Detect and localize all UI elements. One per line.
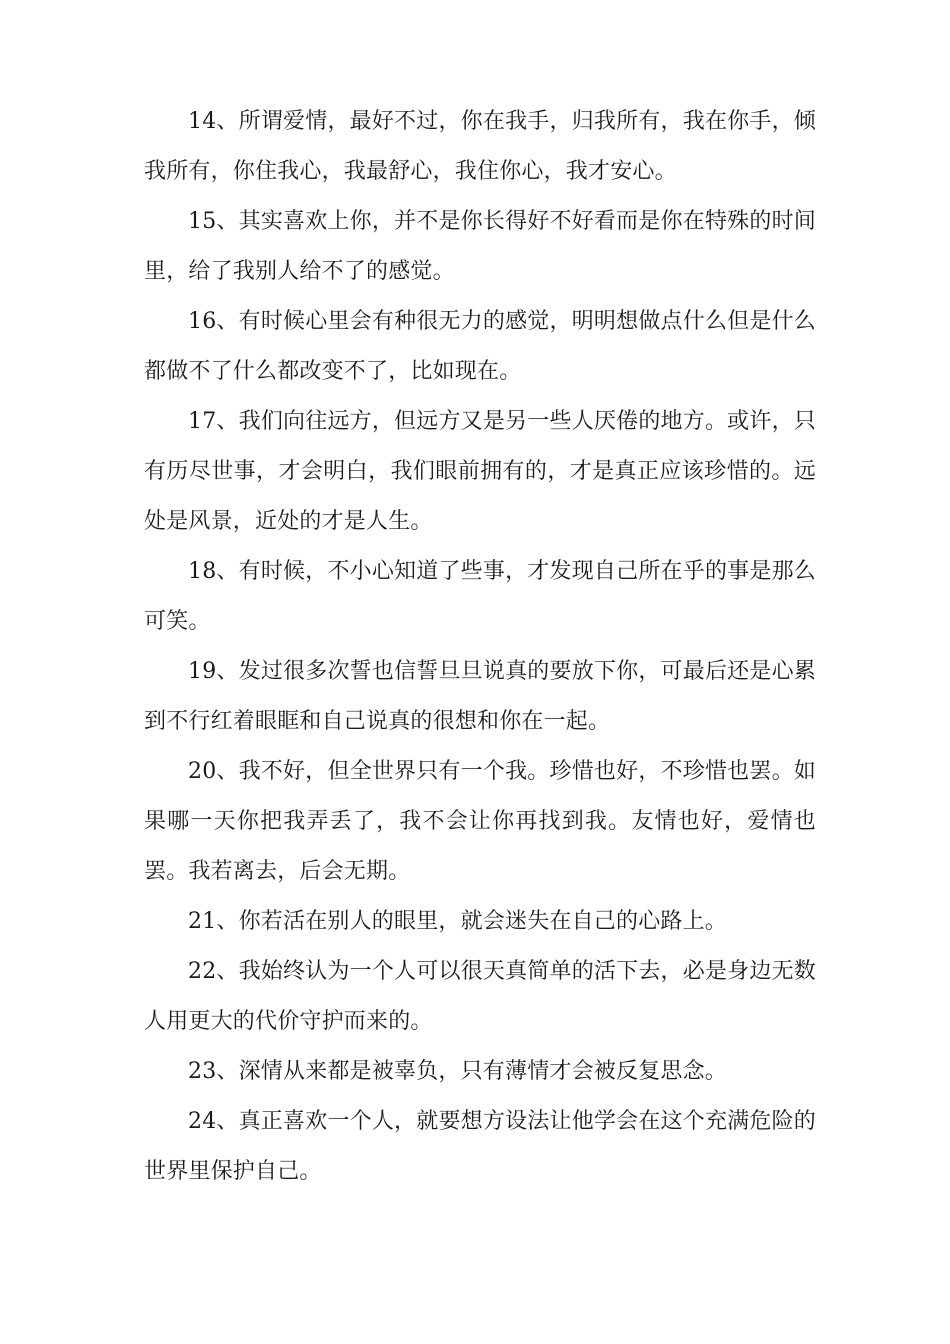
paragraph-22: 22、我始终认为一个人可以很天真简单的活下去，必是身边无数人用更大的代价守护而来的。 [144, 959, 816, 1034]
document-body [144, 97, 816, 1197]
paragraph-17: 17、我们向往远方，但远方又是另一些人厌倦的地方。或许，只有历尽世事，才会明白，我们眼前拥有的，才是真正应该珍惜的。远处是风景，近处的才是人生。 [144, 409, 816, 534]
paragraph-15: 15、其实喜欢上你，并不是你长得好不好看而是你在特殊的时间里，给了我别人给不了的感觉。 [144, 209, 816, 284]
paragraph-23: 23、深情从来都是被辜负，只有薄情才会被反复思念。 [188, 1059, 727, 1084]
paragraph-18: 18、有时候，不小心知道了些事，才发现自己所在乎的事是那么可笑。 [144, 559, 816, 634]
paragraph-14: 14、所谓爱情，最好不过，你在我手，归我所有，我在你手，倾我所有，你住我心，我最舒心，我住你心，我才安心。 [144, 109, 816, 184]
paragraph-16: 16、有时候心里会有种很无力的感觉，明明想做点什么但是什么都做不了什么都改变不了，比如现在。 [144, 309, 816, 384]
paragraph-20: 20、我不好，但全世界只有一个我。珍惜也好，不珍惜也罢。如果哪一天你把我弄丢了，我不会让你再找到我。友情也好，爱情也罢。我若离去，后会无期。 [144, 759, 816, 884]
paragraph-19: 19、发过很多次誓也信誓旦旦说真的要放下你，可最后还是心累到不行红着眼眶和自己说真的很想和你在一起。 [144, 659, 816, 734]
paragraph-21: 21、你若活在别人的眼里，就会迷失在自己的心路上。 [188, 909, 727, 934]
paragraph-24: 24、真正喜欢一个人，就要想方设法让他学会在这个充满危险的世界里保护自己。 [144, 1109, 816, 1184]
